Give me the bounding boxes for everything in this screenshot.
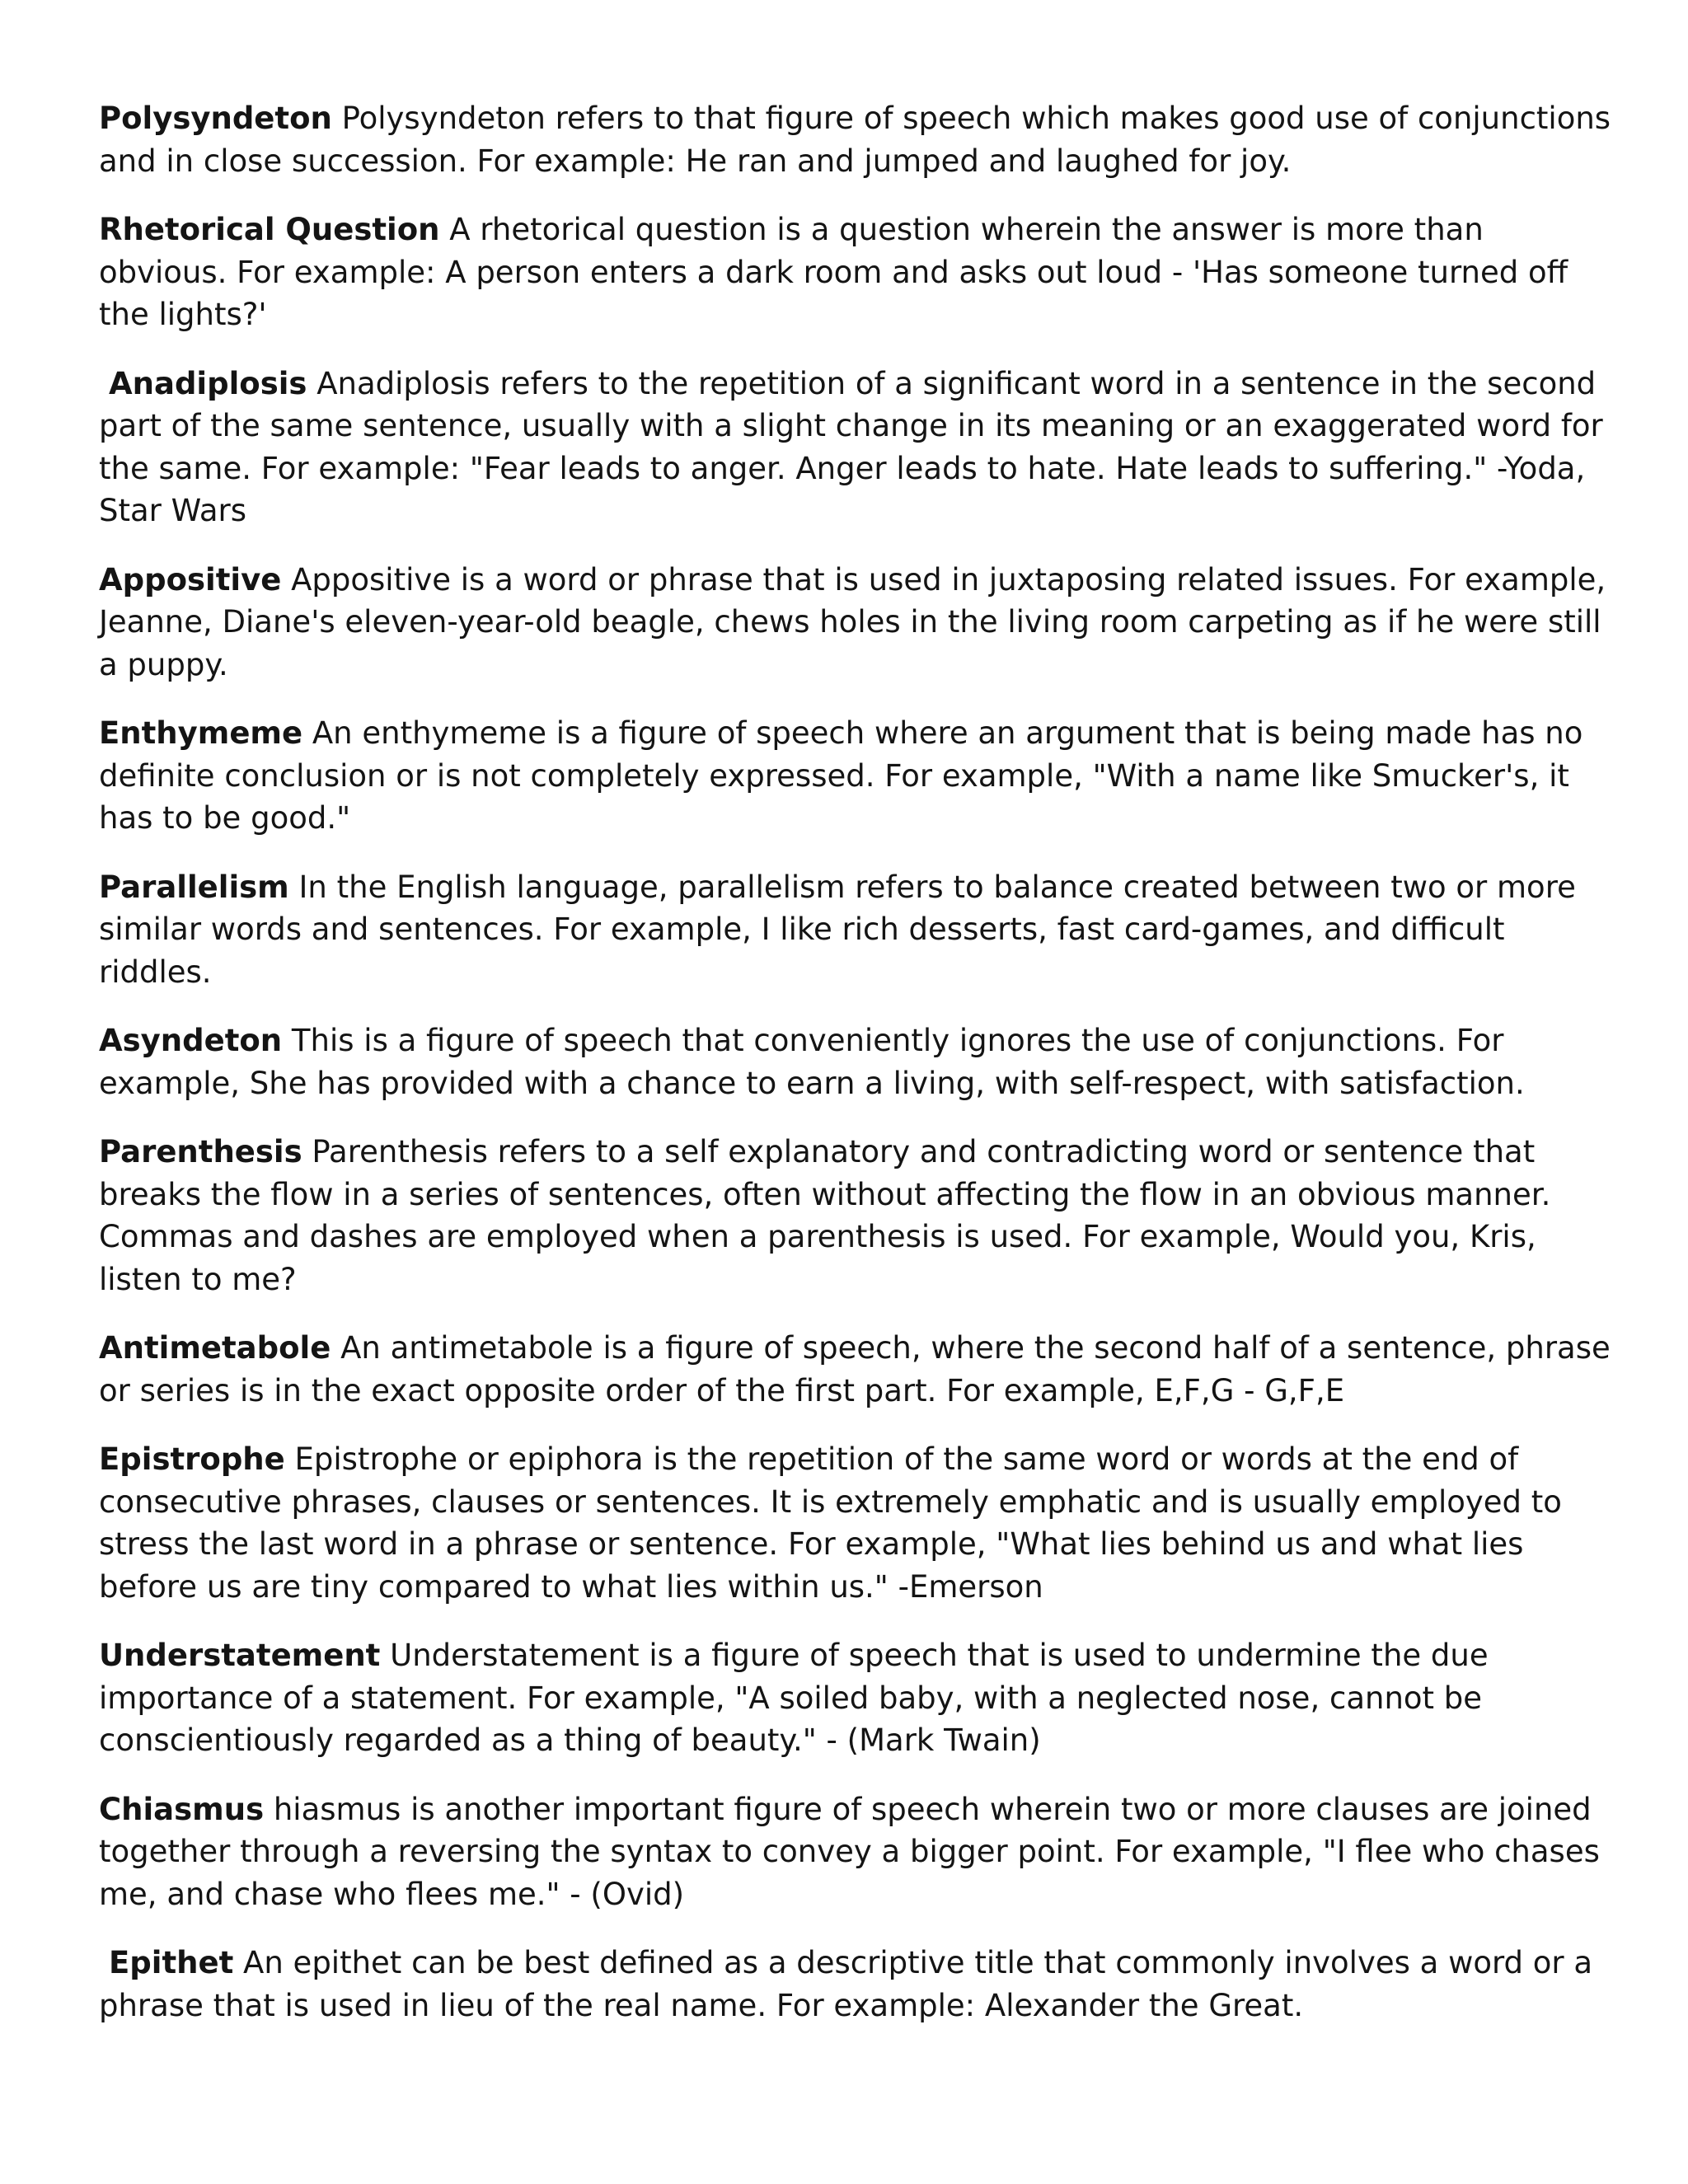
- entry-definition: This is a figure of speech that conveniently ignores the use of conjunctions. For example, She has provided with a chance to earn a living, with self-respect, with satisfaction.: [99, 1023, 1525, 1101]
- entry-definition: Understatement is a figure of speech that is used to undermine the due importance of a statement. For example, "A soiled baby, with a neglected nose, cannot be conscientiously regarded as a thing of beauty." - (Mark Twain): [99, 1638, 1489, 1758]
- entry-definition: Epistrophe or epiphora is the repetition of the same word or words at the end of consecutive phrases, clauses or sentences. It is extremely emphatic and is usually employed to stress the last word in a phrase or sentence. For example, "What lies behind us and what lies before us are tiny compared to what lies within us." -Emerson: [99, 1441, 1562, 1605]
- entry-definition: Anadiplosis refers to the repetition of a significant word in a sentence in the second part of the same sentence, usually with a slight change in its meaning or an exaggerated word for the same. For example: "Fear leads to anger. Anger leads to hate. Hate leads to suffering." -Yoda, Star Wars: [99, 365, 1603, 528]
- entry-term: Appositive: [99, 561, 282, 598]
- entry-definition: A rhetorical question is a question wherein the answer is more than obvious. For example: A person enters a dark room and asks out loud - 'Has someone turned off the lights?': [99, 212, 1568, 332]
- entry-definition: An enthymeme is a figure of speech where an argument that is being made has no definite conclusion or is not completely expressed. For example, "With a name like Smucker's, it has to be good.": [99, 715, 1583, 836]
- entry-definition: Appositive is a word or phrase that is used in juxtaposing related issues. For example, Jeanne, Diane's eleven-year-old beagle, chews holes in the living room carpeting as if he were still a puppy.: [99, 561, 1606, 682]
- entry-definition: An epithet can be best defined as a descriptive title that commonly involves a word or a phrase that is used in lieu of the real name. For example: Alexander the Great.: [99, 1945, 1593, 2023]
- entry-appositive: [99, 559, 1611, 687]
- entry-definition: Parenthesis refers to a self explanatory and contradicting word or sentence that breaks the flow in a series of sentences, often without affecting the flow in an obvious manner. Commas and dashes are employed when a parenthesis is used. For example, Would you, Kris, listen to me?: [99, 1134, 1551, 1297]
- entry-term: Epistrophe: [99, 1441, 285, 1477]
- entry-antimetabole: [99, 1327, 1611, 1412]
- entry-definition: In the English language, parallelism refers to balance created between two or more similar words and sentences. For example, I like rich desserts, fast card-games, and difficult riddles.: [99, 869, 1576, 990]
- entry-parallelism: [99, 866, 1611, 994]
- entry-enthymeme: [99, 712, 1611, 840]
- entry-term: Asyndeton: [99, 1023, 283, 1058]
- entry-asyndeton: [99, 1019, 1611, 1104]
- entry-term: Antimetabole: [99, 1330, 331, 1366]
- entry-term: Polysyndeton: [99, 101, 332, 136]
- entry-term: Chiasmus: [99, 1791, 265, 1827]
- entry-anadiplosis: [99, 363, 1611, 532]
- entry-polysyndeton: [99, 97, 1611, 182]
- entry-definition: Polysyndeton refers to that figure of speech which makes good use of conjunctions and in close succession. For example: He ran and jumped and laughed for joy.: [99, 101, 1611, 179]
- entry-definition: An antimetabole is a figure of speech, where the second half of a sentence, phrase or series is in the exact opposite order of the first part. For example, E,F,G - G,F,E: [99, 1330, 1611, 1408]
- entry-rhetorical-question: [99, 209, 1611, 336]
- entry-epistrophe: [99, 1438, 1611, 1608]
- entry-term: Parallelism: [99, 869, 289, 905]
- entry-term: Parenthesis: [99, 1134, 302, 1169]
- document-page: [99, 97, 1611, 2053]
- entry-understatement: [99, 1634, 1611, 1762]
- entry-epithet: [99, 1942, 1611, 2027]
- entry-term: Epithet: [109, 1945, 234, 1980]
- entry-definition: hiasmus is another important figure of speech wherein two or more clauses are joined together through a reversing the syntax to convey a bigger point. For example, "I flee who chases me, and chase who flees me." - (Ovid): [99, 1791, 1600, 1912]
- entry-term: Anadiplosis: [109, 365, 307, 401]
- entry-parenthesis: [99, 1131, 1611, 1301]
- entry-term: Rhetorical Question: [99, 212, 440, 247]
- entry-term: Enthymeme: [99, 715, 303, 751]
- entry-term: Understatement: [99, 1638, 381, 1673]
- entry-chiasmus: [99, 1788, 1611, 1916]
